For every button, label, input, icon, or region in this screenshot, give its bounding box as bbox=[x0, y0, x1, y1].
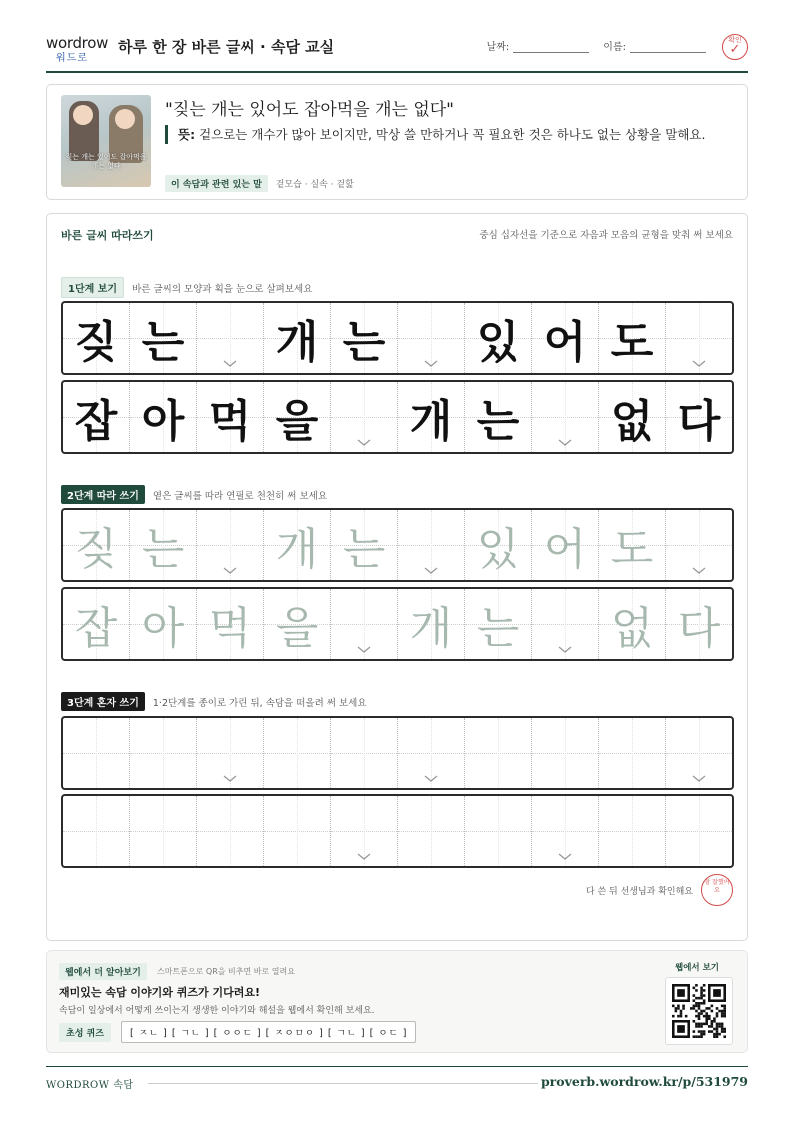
web-promo bbox=[46, 950, 748, 1053]
student-fields bbox=[487, 38, 706, 53]
grid-char: 을 bbox=[275, 396, 319, 447]
grid-cell bbox=[264, 382, 331, 452]
date-field[interactable] bbox=[487, 38, 590, 53]
grid-cell bbox=[63, 589, 130, 659]
grid-char: 도 bbox=[610, 317, 654, 368]
step3-row-1[interactable] bbox=[61, 716, 734, 790]
step2-row-1[interactable] bbox=[61, 508, 734, 582]
grid-cell bbox=[130, 510, 197, 580]
grid-cell bbox=[398, 589, 465, 659]
step2-desc: 옅은 글씨를 따라 연필로 천천히 써 보세요 bbox=[152, 490, 328, 502]
grid-cell[interactable] bbox=[197, 718, 264, 788]
grid-cell[interactable] bbox=[398, 718, 465, 788]
space-mark-icon bbox=[558, 439, 572, 447]
qr-code-icon[interactable] bbox=[665, 977, 733, 1045]
step1-row-2 bbox=[61, 380, 734, 454]
web-desc: 속담이 일상에서 어떻게 쓰이는지 생생한 이야기와 해설을 웹에서 확인해 보세요. bbox=[59, 1006, 375, 1016]
related-words bbox=[165, 175, 354, 192]
step1-row-1 bbox=[61, 301, 734, 375]
grid-char: 다 bbox=[677, 603, 721, 654]
grid-cell bbox=[532, 589, 599, 659]
grid-cell bbox=[666, 589, 732, 659]
name-label: 이름: bbox=[603, 42, 626, 53]
grid-cell[interactable] bbox=[264, 796, 331, 866]
related-list: 겉모습 · 실속 · 겉핥 bbox=[275, 180, 354, 190]
grid-cell bbox=[197, 303, 264, 373]
grid-char: 있 bbox=[476, 317, 520, 368]
grid-char: 아 bbox=[141, 396, 185, 447]
grid-cell bbox=[666, 303, 732, 373]
grid-char: 는 bbox=[141, 317, 185, 368]
grid-char: 없 bbox=[610, 396, 654, 447]
grid-cell[interactable] bbox=[130, 718, 197, 788]
grid-cell bbox=[63, 303, 130, 373]
space-mark-icon bbox=[558, 646, 572, 654]
space-mark-icon bbox=[424, 567, 438, 575]
grid-cell bbox=[197, 589, 264, 659]
web-headline: 재미있는 속담 이야기와 퀴즈가 기다려요! bbox=[59, 986, 260, 999]
grid-cell[interactable] bbox=[532, 718, 599, 788]
grid-cell bbox=[465, 303, 532, 373]
step2-header bbox=[61, 485, 327, 504]
grid-char: 개 bbox=[409, 603, 453, 654]
grid-char: 짖 bbox=[74, 317, 118, 368]
space-mark-icon bbox=[692, 567, 706, 575]
grid-cell[interactable] bbox=[331, 718, 398, 788]
footer-line bbox=[148, 1083, 538, 1084]
grid-cell[interactable] bbox=[331, 796, 398, 866]
space-mark-icon bbox=[223, 775, 237, 783]
proverb-card bbox=[46, 84, 748, 200]
grid-cell bbox=[197, 510, 264, 580]
step2-badge: 2단계 따라 쓰기 bbox=[61, 485, 145, 504]
grid-cell bbox=[599, 510, 666, 580]
grid-char: 아 bbox=[141, 603, 185, 654]
grid-cell bbox=[331, 510, 398, 580]
space-mark-icon bbox=[223, 360, 237, 368]
grid-cell bbox=[398, 510, 465, 580]
grid-char: 있 bbox=[476, 524, 520, 575]
space-mark-icon bbox=[357, 853, 371, 861]
wordrow-logo: wordrow 워드로 bbox=[46, 34, 109, 64]
step3-header bbox=[61, 692, 367, 711]
meaning-label: 뜻: bbox=[178, 127, 196, 142]
grid-cell bbox=[398, 382, 465, 452]
grid-char: 을 bbox=[275, 603, 319, 654]
proverb-quote: "짖는 개는 있어도 잡아먹을 개는 없다" bbox=[165, 100, 454, 120]
checkmark-icon: ✓ bbox=[729, 42, 741, 57]
grid-cell bbox=[599, 589, 666, 659]
grid-char: 도 bbox=[610, 524, 654, 575]
grid-cell bbox=[130, 589, 197, 659]
initial-quiz: [ ㅈㄴ ] [ ㄱㄴ ] [ ㅇㅇㄷ ] [ ㅈㅇㅁㅇ ] [ ㄱㄴ ] [ ㅇㄷ ] bbox=[121, 1021, 416, 1043]
quiz-tag: 초성 퀴즈 bbox=[59, 1023, 111, 1042]
check-badge-icon: 확인 ✓ bbox=[722, 34, 748, 60]
grid-cell bbox=[465, 382, 532, 452]
grid-cell bbox=[532, 510, 599, 580]
grid-cell[interactable] bbox=[599, 718, 666, 788]
grid-char: 개 bbox=[275, 524, 319, 575]
grid-char: 어 bbox=[543, 524, 587, 575]
web-note: 스마트폰으로 QR을 비추면 바로 열려요 bbox=[157, 967, 295, 976]
grid-char: 잡 bbox=[74, 396, 118, 447]
grid-cell[interactable] bbox=[63, 796, 130, 866]
grid-char: 는 bbox=[476, 396, 520, 447]
grid-cell[interactable] bbox=[63, 718, 130, 788]
grid-cell bbox=[264, 589, 331, 659]
grid-char: 먹 bbox=[208, 396, 252, 447]
step2-row-2[interactable] bbox=[61, 587, 734, 661]
grid-cell[interactable] bbox=[398, 796, 465, 866]
space-mark-icon bbox=[424, 360, 438, 368]
grid-cell bbox=[532, 303, 599, 373]
space-mark-icon bbox=[558, 853, 572, 861]
web-tag: 웹에서 더 알아보기 bbox=[59, 963, 147, 980]
space-mark-icon bbox=[357, 439, 371, 447]
space-mark-icon bbox=[223, 567, 237, 575]
grid-cell bbox=[130, 303, 197, 373]
grid-char: 개 bbox=[275, 317, 319, 368]
space-mark-icon bbox=[692, 775, 706, 783]
grid-char: 먹 bbox=[208, 603, 252, 654]
practice-hint: 중심 십자선을 기준으로 자음과 모음의 균형을 맞춰 써 보세요 bbox=[479, 230, 733, 241]
name-line[interactable] bbox=[630, 41, 706, 53]
grid-cell[interactable] bbox=[666, 718, 732, 788]
grid-cell bbox=[331, 303, 398, 373]
grid-cell[interactable] bbox=[465, 796, 532, 866]
grid-cell[interactable] bbox=[532, 796, 599, 866]
grid-cell[interactable] bbox=[264, 718, 331, 788]
practice-title: 바른 글씨 따라쓰기 bbox=[61, 229, 154, 242]
date-label: 날짜: bbox=[486, 42, 510, 53]
step3-desc: 1·2단계를 종이로 가린 뒤, 속담을 떠올려 써 보세요 bbox=[152, 697, 367, 709]
step1-badge: 1단계 보기 bbox=[61, 277, 124, 298]
grid-cell[interactable] bbox=[599, 796, 666, 866]
grid-cell bbox=[599, 303, 666, 373]
grid-char: 짖 bbox=[74, 524, 118, 575]
grid-char: 는 bbox=[342, 317, 386, 368]
grid-cell bbox=[532, 382, 599, 452]
grid-cell bbox=[197, 382, 264, 452]
meaning-text: 겉으로는 개수가 많아 보이지만, 막상 쓸 만하거나 꼭 필요한 것은 하나도 없는 상황을 말해요. bbox=[199, 127, 706, 142]
grid-char: 는 bbox=[141, 524, 185, 575]
step1-header bbox=[61, 277, 312, 298]
grid-cell bbox=[398, 303, 465, 373]
grid-cell[interactable] bbox=[465, 718, 532, 788]
header-divider bbox=[46, 71, 748, 73]
grid-char: 는 bbox=[476, 603, 520, 654]
page-title: 하루 한 장 바른 글씨 · 속담 교실 bbox=[118, 38, 335, 56]
related-tag: 이 속담과 관련 있는 말 bbox=[165, 175, 268, 192]
grid-cell[interactable] bbox=[666, 796, 732, 866]
grid-char: 는 bbox=[342, 524, 386, 575]
grid-cell bbox=[599, 382, 666, 452]
grid-cell bbox=[331, 382, 398, 452]
qr-code-graphic bbox=[672, 984, 726, 1038]
teacher-note: 다 쓴 뒤 선생님과 확인해요 bbox=[585, 886, 693, 897]
illustration-caption: 짖는 개는 있어도 잡아먹을 개는 없다 bbox=[65, 153, 147, 170]
grid-cell bbox=[465, 510, 532, 580]
proverb-illustration bbox=[61, 95, 151, 187]
grid-cell bbox=[63, 382, 130, 452]
grid-cell[interactable] bbox=[130, 796, 197, 866]
name-field[interactable] bbox=[603, 38, 706, 53]
stamp-icon: 참 잘했어요 bbox=[701, 874, 733, 906]
space-mark-icon bbox=[424, 775, 438, 783]
proverb-meaning bbox=[165, 125, 725, 144]
grid-cell bbox=[264, 510, 331, 580]
space-mark-icon bbox=[357, 646, 371, 654]
grid-cell bbox=[264, 303, 331, 373]
practice-section bbox=[46, 213, 748, 941]
footer-divider bbox=[46, 1066, 748, 1067]
grid-char: 다 bbox=[677, 396, 721, 447]
step3-row-2[interactable] bbox=[61, 794, 734, 868]
grid-char: 없 bbox=[610, 603, 654, 654]
grid-cell bbox=[666, 510, 732, 580]
grid-char: 개 bbox=[409, 396, 453, 447]
step3-badge: 3단계 혼자 쓰기 bbox=[61, 692, 145, 711]
grid-cell bbox=[465, 589, 532, 659]
grid-cell bbox=[130, 382, 197, 452]
space-mark-icon bbox=[692, 360, 706, 368]
grid-cell bbox=[331, 589, 398, 659]
page-header bbox=[46, 30, 748, 74]
qr-label: 웹에서 보기 bbox=[674, 963, 719, 973]
date-line[interactable] bbox=[513, 41, 589, 53]
teacher-check bbox=[586, 874, 733, 906]
footer-url[interactable]: proverb.wordrow.kr/p/531979 bbox=[540, 1074, 748, 1089]
grid-cell bbox=[63, 510, 130, 580]
step1-desc: 바른 글씨의 모양과 획을 눈으로 살펴보세요 bbox=[132, 283, 313, 295]
footer-brand: WORDROW 속담 bbox=[46, 1080, 134, 1091]
grid-char: 잡 bbox=[74, 603, 118, 654]
grid-char: 어 bbox=[543, 317, 587, 368]
grid-cell[interactable] bbox=[197, 796, 264, 866]
grid-cell bbox=[666, 382, 732, 452]
